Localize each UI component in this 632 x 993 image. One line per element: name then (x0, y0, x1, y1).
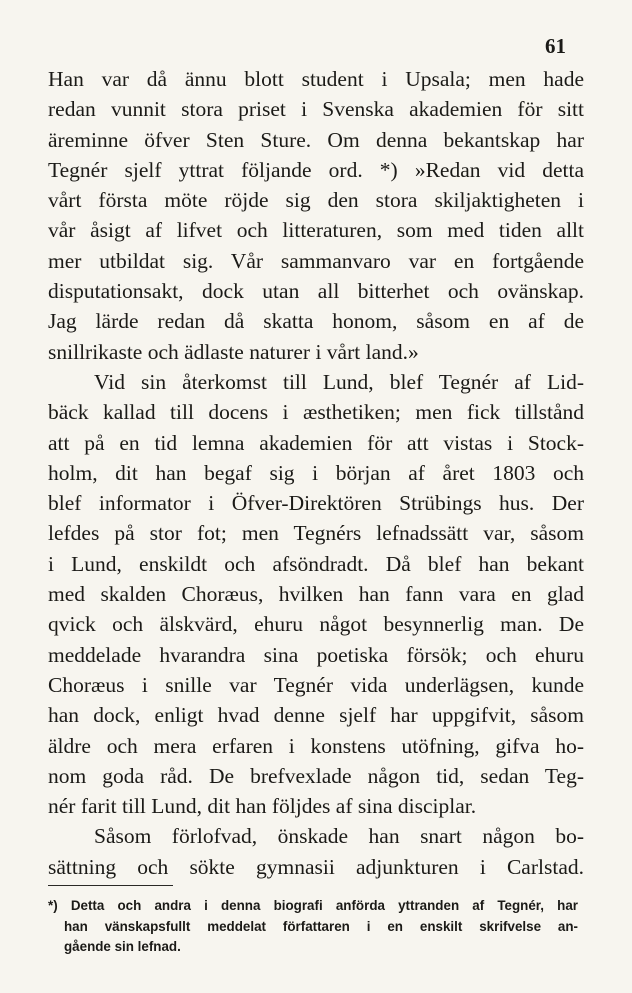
text-line: meddelade hvarandra sina poetiska försök; och ehuru (48, 642, 584, 667)
text-line: Tegnér sjelf yttrat följande ord. *) »Redan vid detta (48, 157, 584, 182)
text-line: vår åsigt af lifvet och litteraturen, som med tiden allt (48, 218, 584, 243)
text-line: äreminne öfver Sten Sture. Om denna bekantskap har (48, 127, 584, 152)
text-line: i Lund, enskildt och afsöndradt. Då blef han bekant (48, 551, 584, 576)
footnote-line: gående sin lefnad. (64, 939, 181, 954)
text-line: qvick och älskvärd, ehuru något besynnerlig man. De (48, 612, 584, 637)
text-line: nom goda råd. De brefvexlade någon tid, sedan Teg- (48, 763, 584, 788)
text-line: Jag lärde redan då skatta honom, såsom en af de (48, 309, 584, 334)
text-line: Han var då ännu blott student i Upsala; men hade (48, 67, 584, 91)
body-text (48, 64, 584, 882)
text-line: holm, dit han begaf sig i början af året 1803 och (48, 460, 584, 485)
text-line: bäck kallad till docens i æsthetiken; men fick tillstånd (48, 400, 584, 425)
text-line: nér farit till Lund, dit han följdes af sina disciplar. (48, 794, 477, 819)
text-line: Vid sin återkomst till Lund, blef Tegnér af Lid- (94, 369, 584, 394)
text-line: sättning och sökte gymnasii adjunkturen i Carlstad. (48, 854, 584, 879)
text-line: äldre och mera erfaren i konstens utöfning, gifva ho- (48, 733, 584, 758)
text-line: disputationsakt, dock utan all bitterhet och ovänskap. (48, 279, 584, 304)
text-line: mer utbildat sig. Vår sammanvaro var en fortgående (48, 248, 584, 273)
footnote (48, 896, 578, 958)
text-line: att på en tid lemna akademien för att vistas i Stock- (48, 430, 584, 455)
text-line: redan vunnit stora priset i Svenska akademien för sitt (48, 97, 584, 122)
text-line: vårt första möte röjde sig den stora skiljaktigheten i (48, 188, 584, 213)
footnote-divider (48, 885, 173, 886)
page-number: 61 (545, 34, 566, 58)
text-line: blef informator i Öfver-Direktören Strübings hus. Der (48, 491, 584, 516)
footnote-line: *) Detta och andra i denna biografi anförda yttranden af Tegnér, har (48, 898, 578, 913)
text-line: med skalden Choræus, hvilken han fann vara en glad (48, 582, 584, 607)
text-line: lefdes på stor fot; men Tegnérs lefnadssätt var, såsom (48, 521, 584, 546)
footnote-line: han vänskapsfullt meddelat författaren i en enskilt skrifvelse an- (64, 918, 578, 934)
text-line: Choræus i snille var Tegnér vida underlägsen, kunde (48, 672, 584, 697)
text-line: Såsom förlofvad, önskade han snart någon bo- (94, 824, 584, 849)
text-line: snillrikaste och ädlaste naturer i vårt land.» (48, 339, 419, 364)
text-line: han dock, enligt hvad denne sjelf har uppgifvit, såsom (48, 703, 584, 728)
